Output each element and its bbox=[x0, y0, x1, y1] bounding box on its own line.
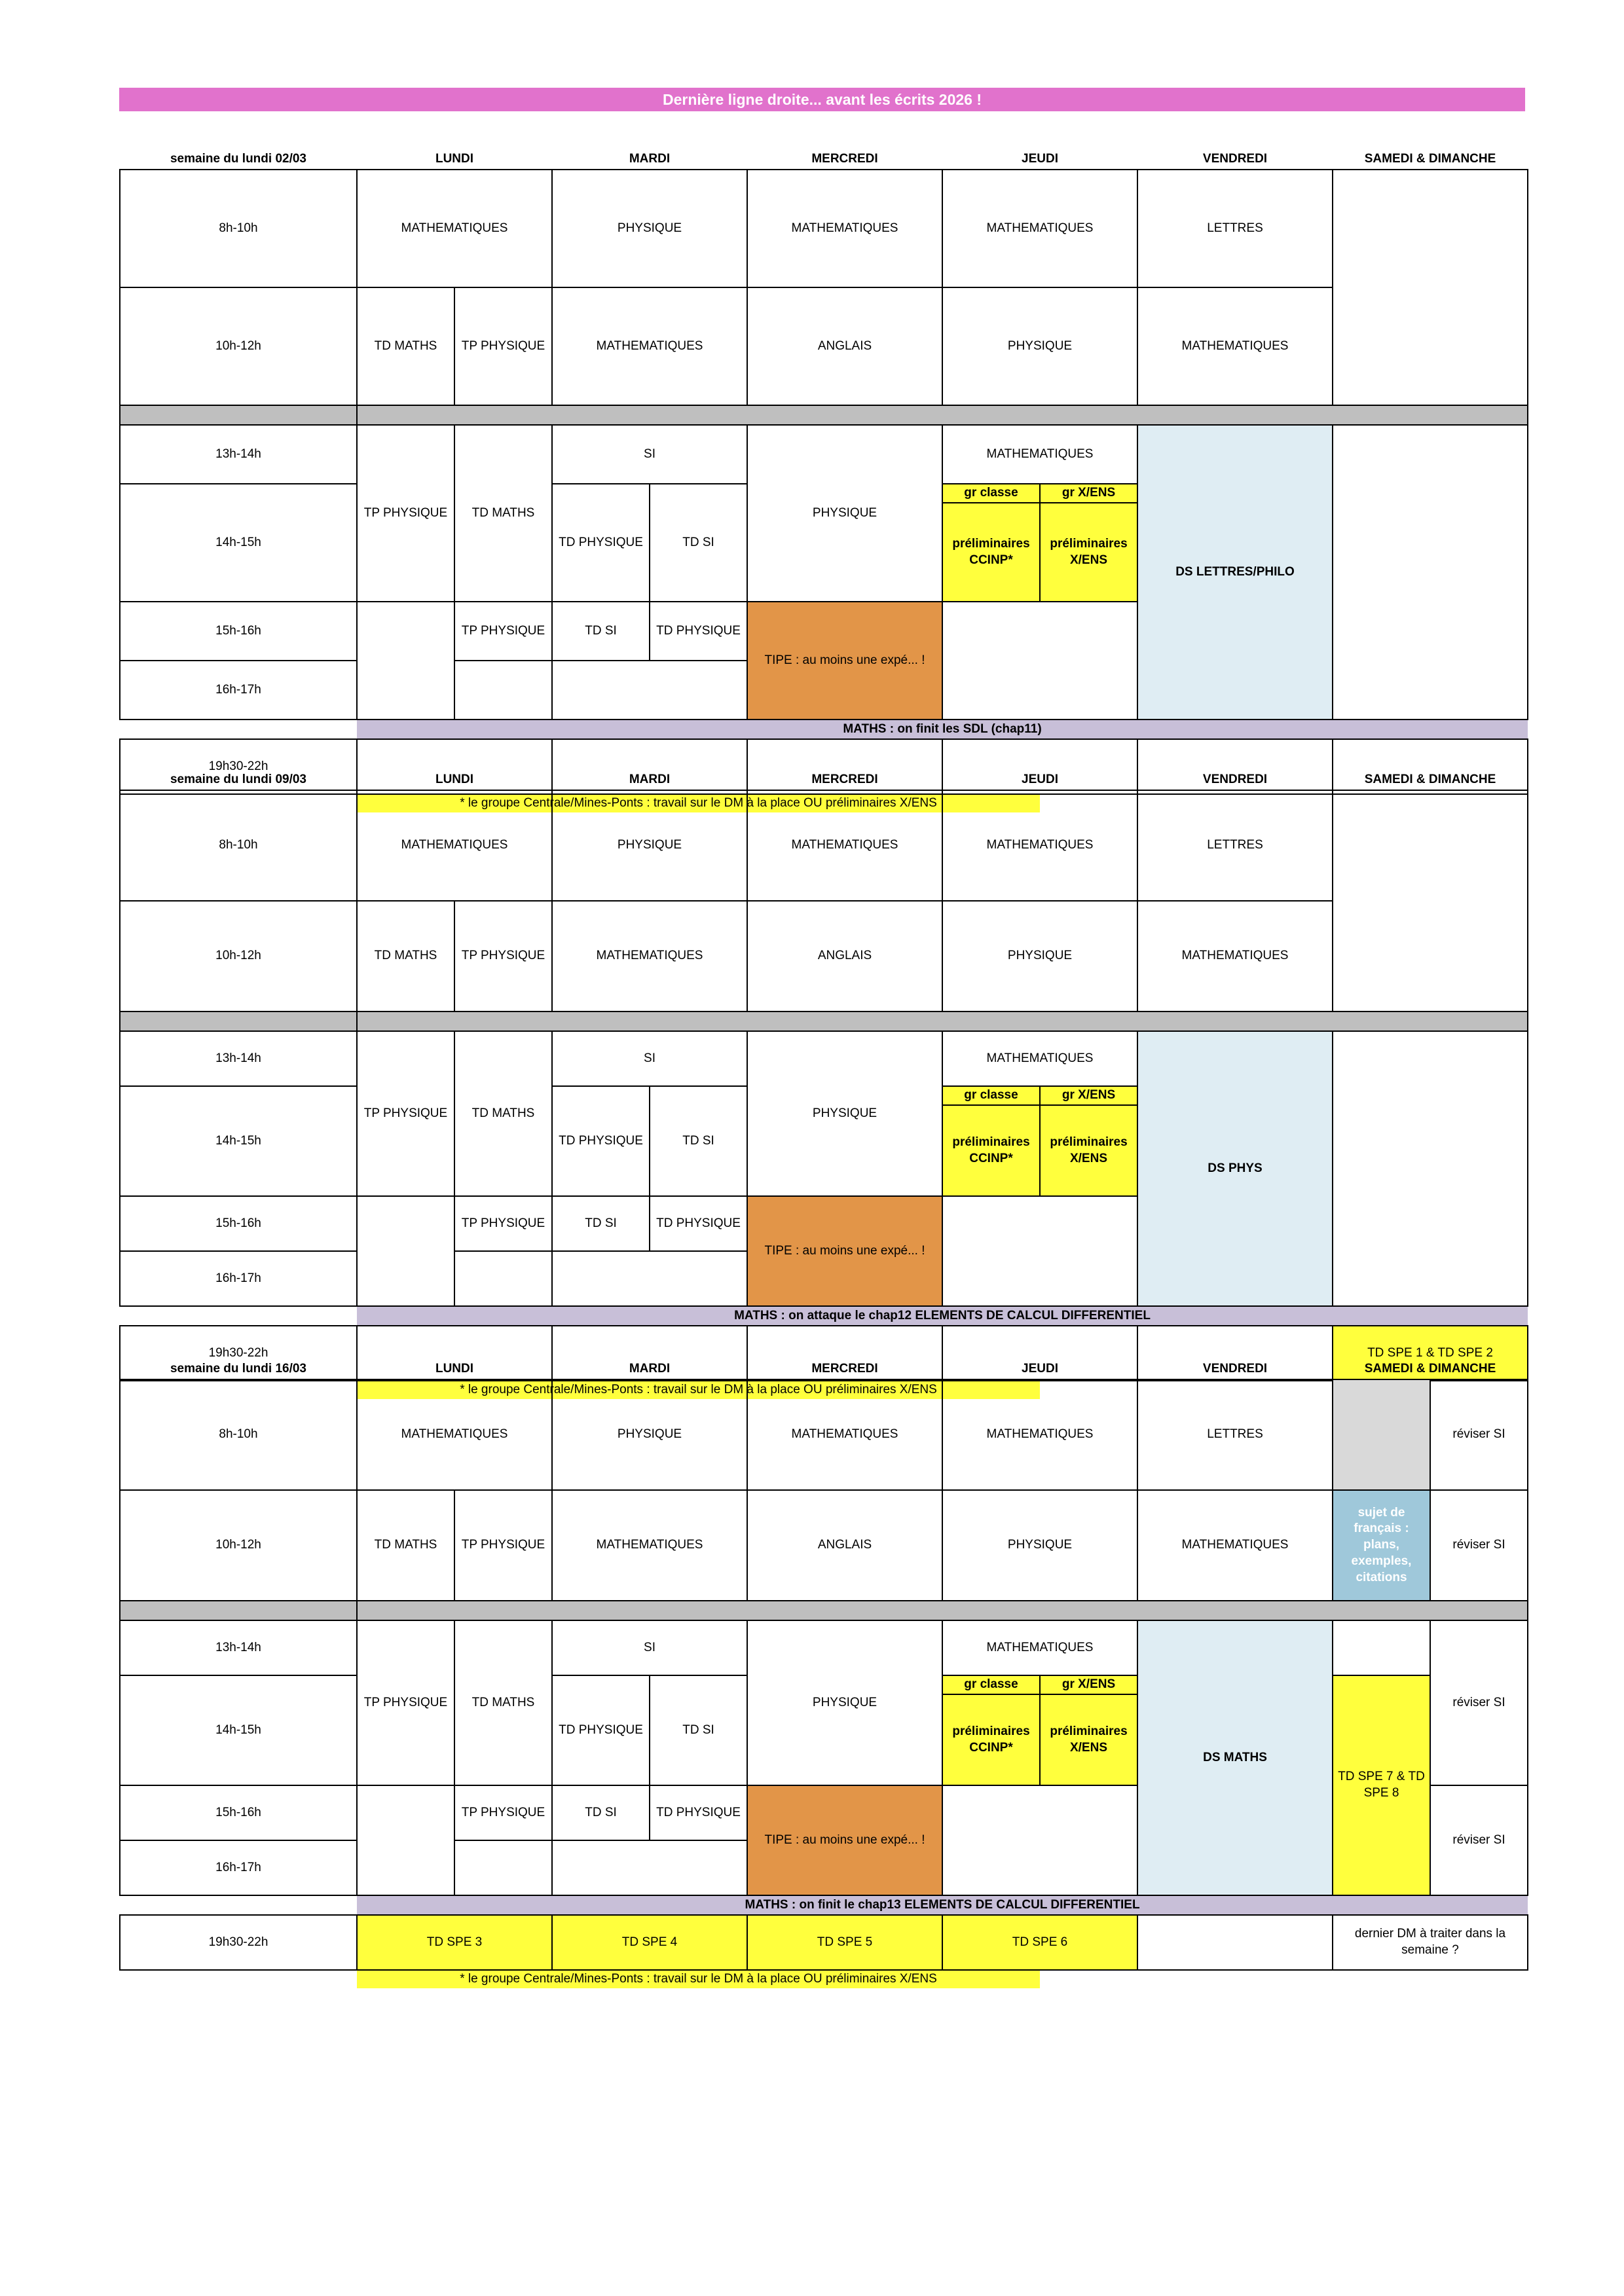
weekend-reviser-cell: réviser SI bbox=[1430, 1620, 1528, 1785]
weekend-reviser-cell: réviser SI bbox=[1430, 1785, 1528, 1895]
empty-cell bbox=[552, 1840, 747, 1895]
course-cell: MATHEMATIQUES bbox=[747, 1379, 942, 1490]
course-cell: TP PHYSIQUE bbox=[454, 1490, 552, 1601]
prelim-xens: préliminaires X/ENS bbox=[1040, 1105, 1137, 1195]
weekend-reviser-cell: réviser SI bbox=[1430, 1379, 1528, 1490]
course-cell: MATHEMATIQUES bbox=[1137, 287, 1333, 405]
course-cell: ANGLAIS bbox=[747, 901, 942, 1011]
course-cell: TD PHYSIQUE bbox=[650, 602, 747, 661]
course-cell: MATHEMATIQUES bbox=[357, 1379, 552, 1490]
week-label: semaine du lundi 09/03 bbox=[170, 772, 307, 786]
day-header-tuesday: MARDI bbox=[629, 151, 671, 166]
empty-cell bbox=[454, 1840, 552, 1895]
empty-cell bbox=[357, 602, 454, 720]
course-cell: TP PHYSIQUE bbox=[454, 1196, 552, 1251]
day-header-wednesday: MERCREDI bbox=[811, 1361, 878, 1376]
course-cell: TP PHYSIQUE bbox=[357, 1031, 454, 1196]
day-header-weekend: SAMEDI & DIMANCHE bbox=[1364, 1361, 1496, 1376]
prelim-block bbox=[942, 484, 1137, 602]
time-slot: 19h30-22h bbox=[120, 1326, 357, 1381]
prelim-ccinp: préliminaires CCINP* bbox=[943, 1105, 1040, 1195]
weekend-empty bbox=[1333, 1620, 1430, 1675]
weekend-empty bbox=[1333, 425, 1528, 720]
day-header-friday: VENDREDI bbox=[1202, 151, 1268, 166]
course-cell: TP PHYSIQUE bbox=[454, 1785, 552, 1840]
evening-cell bbox=[1137, 1915, 1333, 1970]
course-cell: TD PHYSIQUE bbox=[552, 1086, 650, 1196]
course-cell: TD MATHS bbox=[357, 901, 454, 1011]
time-slot: 19h30-22h bbox=[120, 1915, 357, 1970]
tipe-cell: TIPE : au moins une expé... ! bbox=[747, 1196, 942, 1306]
course-cell: ANGLAIS bbox=[747, 287, 942, 405]
day-header-wednesday: MERCREDI bbox=[811, 772, 878, 786]
week-label: semaine du lundi 16/03 bbox=[170, 1361, 307, 1376]
empty-cell bbox=[942, 602, 1137, 720]
day-header-friday: VENDREDI bbox=[1202, 1361, 1268, 1376]
group-classe-label: gr classe bbox=[943, 1676, 1040, 1694]
weekend-francais-cell: sujet de français : plans, exemples, citations bbox=[1333, 1490, 1430, 1601]
course-cell: MATHEMATIQUES bbox=[552, 287, 747, 405]
course-cell: MATHEMATIQUES bbox=[942, 425, 1137, 484]
course-cell: MATHEMATIQUES bbox=[942, 790, 1137, 901]
prelim-ccinp: préliminaires CCINP* bbox=[943, 503, 1040, 601]
course-cell: MATHEMATIQUES bbox=[942, 1620, 1137, 1675]
prelim-block bbox=[942, 1675, 1137, 1785]
course-cell: TD SI bbox=[650, 484, 747, 602]
group-xens-label: gr X/ENS bbox=[1040, 484, 1137, 503]
course-cell: MATHEMATIQUES bbox=[747, 170, 942, 287]
ds-cell: DS PHYS bbox=[1137, 1031, 1333, 1306]
maths-progress-note: MATHS : on attaque le chap12 ELEMENTS DE CALCUL DIFFERENTIEL bbox=[357, 1306, 1528, 1326]
course-cell: MATHEMATIQUES bbox=[357, 790, 552, 901]
day-header-friday: VENDREDI bbox=[1202, 772, 1268, 786]
ds-cell: DS LETTRES/PHILO bbox=[1137, 425, 1333, 720]
weekend-evening-cell: TD SPE 1 & TD SPE 2 bbox=[1333, 1326, 1528, 1381]
day-header-wednesday: MERCREDI bbox=[811, 151, 878, 166]
course-cell: PHYSIQUE bbox=[747, 1031, 942, 1196]
week-1-schedule bbox=[119, 149, 1525, 812]
prelim-block bbox=[942, 1086, 1137, 1196]
day-header-weekend: SAMEDI & DIMANCHE bbox=[1364, 772, 1496, 786]
course-cell: TD MATHS bbox=[454, 425, 552, 602]
course-cell: MATHEMATIQUES bbox=[942, 1379, 1137, 1490]
week-3-schedule bbox=[119, 1359, 1525, 1988]
weekend-empty bbox=[1333, 790, 1528, 1011]
course-cell: LETTRES bbox=[1137, 790, 1333, 901]
course-cell: ANGLAIS bbox=[747, 1490, 942, 1601]
course-cell: TD MATHS bbox=[454, 1031, 552, 1196]
empty-cell bbox=[357, 1785, 454, 1895]
course-cell: TD MATHS bbox=[357, 287, 454, 405]
day-header-thursday: JEUDI bbox=[1022, 772, 1058, 786]
time-slot: 19h30-22h bbox=[120, 739, 357, 794]
course-cell: LETTRES bbox=[1137, 1379, 1333, 1490]
time-slot: 15h-16h bbox=[120, 1196, 357, 1251]
course-cell: PHYSIQUE bbox=[942, 1490, 1137, 1601]
prelim-ccinp: préliminaires CCINP* bbox=[943, 1694, 1040, 1785]
empty-cell bbox=[454, 661, 552, 720]
course-cell: MATHEMATIQUES bbox=[747, 790, 942, 901]
maths-progress-note: MATHS : on finit le chap13 ELEMENTS DE CALCUL DIFFERENTIEL bbox=[357, 1895, 1528, 1915]
course-cell: TD SI bbox=[552, 1196, 650, 1251]
course-cell: MATHEMATIQUES bbox=[552, 901, 747, 1011]
empty-cell bbox=[552, 661, 747, 720]
course-cell: MATHEMATIQUES bbox=[1137, 901, 1333, 1011]
lunch-break bbox=[357, 405, 1528, 425]
time-slot: 16h-17h bbox=[120, 661, 357, 720]
weekend-empty bbox=[1333, 1031, 1528, 1306]
course-cell: TD SI bbox=[650, 1086, 747, 1196]
evening-td-spe: TD SPE 4 bbox=[552, 1915, 747, 1970]
course-cell: TD PHYSIQUE bbox=[552, 484, 650, 602]
course-cell: MATHEMATIQUES bbox=[942, 170, 1137, 287]
tipe-cell: TIPE : au moins une expé... ! bbox=[747, 602, 942, 720]
day-header-thursday: JEUDI bbox=[1022, 1361, 1058, 1376]
time-slot: 14h-15h bbox=[120, 1086, 357, 1196]
course-cell: PHYSIQUE bbox=[942, 901, 1137, 1011]
footnote: * le groupe Centrale/Mines-Ponts : travail sur le DM à la place OU préliminaires X/ENS bbox=[357, 794, 1040, 812]
course-cell: TP PHYSIQUE bbox=[357, 1620, 454, 1785]
day-header-tuesday: MARDI bbox=[629, 1361, 671, 1376]
page-title: Dernière ligne droite... avant les écrits 2026 ! bbox=[119, 88, 1525, 111]
course-cell: TD SI bbox=[650, 1675, 747, 1785]
lunch-break bbox=[120, 1601, 357, 1620]
footnote: * le groupe Centrale/Mines-Ponts : travail sur le DM à la place OU préliminaires X/ENS bbox=[357, 1381, 1040, 1399]
lunch-break bbox=[120, 1011, 357, 1031]
ds-cell: DS MATHS bbox=[1137, 1620, 1333, 1895]
prelim-xens: préliminaires X/ENS bbox=[1040, 1694, 1137, 1785]
course-cell: SI bbox=[552, 425, 747, 484]
course-cell: TD PHYSIQUE bbox=[650, 1196, 747, 1251]
day-header-thursday: JEUDI bbox=[1022, 151, 1058, 166]
day-header-monday: LUNDI bbox=[435, 151, 474, 166]
time-slot: 10h-12h bbox=[120, 287, 357, 405]
course-cell: MATHEMATIQUES bbox=[357, 170, 552, 287]
lunch-break bbox=[357, 1601, 1528, 1620]
time-slot: 10h-12h bbox=[120, 901, 357, 1011]
time-slot: 13h-14h bbox=[120, 425, 357, 484]
prelim-xens: préliminaires X/ENS bbox=[1040, 503, 1137, 601]
evening-td-spe: TD SPE 5 bbox=[747, 1915, 942, 1970]
course-cell: MATHEMATIQUES bbox=[942, 1031, 1137, 1086]
week-2-schedule bbox=[119, 770, 1525, 1399]
time-slot: 10h-12h bbox=[120, 1490, 357, 1601]
time-slot: 14h-15h bbox=[120, 484, 357, 602]
time-slot: 16h-17h bbox=[120, 1840, 357, 1895]
empty-cell bbox=[552, 1251, 747, 1306]
time-slot: 8h-10h bbox=[120, 170, 357, 287]
group-classe-label: gr classe bbox=[943, 484, 1040, 503]
day-header-monday: LUNDI bbox=[435, 1361, 474, 1376]
course-cell: MATHEMATIQUES bbox=[1137, 1490, 1333, 1601]
day-header-tuesday: MARDI bbox=[629, 772, 671, 786]
course-cell: TD PHYSIQUE bbox=[552, 1675, 650, 1785]
group-classe-label: gr classe bbox=[943, 1087, 1040, 1105]
course-cell: PHYSIQUE bbox=[942, 287, 1137, 405]
course-cell: TD PHYSIQUE bbox=[650, 1785, 747, 1840]
tipe-cell: TIPE : au moins une expé... ! bbox=[747, 1785, 942, 1895]
weekend-empty bbox=[1333, 170, 1528, 405]
course-cell: SI bbox=[552, 1031, 747, 1086]
time-slot: 14h-15h bbox=[120, 1675, 357, 1785]
weekend-reviser-cell: réviser SI bbox=[1430, 1490, 1528, 1601]
empty-cell bbox=[942, 1785, 1137, 1895]
maths-progress-note: MATHS : on finit les SDL (chap11) bbox=[357, 720, 1528, 739]
empty-cell bbox=[942, 1196, 1137, 1306]
course-cell: PHYSIQUE bbox=[552, 790, 747, 901]
course-cell: LETTRES bbox=[1137, 170, 1333, 287]
course-cell: TP PHYSIQUE bbox=[454, 287, 552, 405]
course-cell: TD MATHS bbox=[357, 1490, 454, 1601]
course-cell: TD SI bbox=[552, 602, 650, 661]
time-slot: 13h-14h bbox=[120, 1620, 357, 1675]
course-cell: PHYSIQUE bbox=[552, 1379, 747, 1490]
lunch-break bbox=[120, 405, 357, 425]
course-cell: TD MATHS bbox=[454, 1620, 552, 1785]
course-cell: PHYSIQUE bbox=[747, 425, 942, 602]
course-cell: SI bbox=[552, 1620, 747, 1675]
time-slot: 13h-14h bbox=[120, 1031, 357, 1086]
time-slot: 16h-17h bbox=[120, 1251, 357, 1306]
course-cell: TD SI bbox=[552, 1785, 650, 1840]
week-label: semaine du lundi 02/03 bbox=[170, 151, 307, 166]
time-slot: 8h-10h bbox=[120, 1379, 357, 1490]
course-cell: MATHEMATIQUES bbox=[552, 1490, 747, 1601]
evening-td-spe: TD SPE 6 bbox=[942, 1915, 1137, 1970]
course-cell: PHYSIQUE bbox=[747, 1620, 942, 1785]
footnote: * le groupe Centrale/Mines-Ponts : travail sur le DM à la place OU préliminaires X/ENS bbox=[357, 1970, 1040, 1988]
time-slot: 15h-16h bbox=[120, 602, 357, 661]
weekend-td-spe-cell: TD SPE 7 & TD SPE 8 bbox=[1333, 1675, 1430, 1895]
time-slot: 8h-10h bbox=[120, 790, 357, 901]
course-cell: PHYSIQUE bbox=[552, 170, 747, 287]
day-header-weekend: SAMEDI & DIMANCHE bbox=[1364, 151, 1496, 166]
course-cell: TP PHYSIQUE bbox=[454, 602, 552, 661]
weekend-dm-cell: dernier DM à traiter dans la semaine ? bbox=[1333, 1915, 1528, 1970]
evening-td-spe: TD SPE 3 bbox=[357, 1915, 552, 1970]
time-slot: 15h-16h bbox=[120, 1785, 357, 1840]
day-header-monday: LUNDI bbox=[435, 772, 474, 786]
group-xens-label: gr X/ENS bbox=[1040, 1676, 1137, 1694]
course-cell: TP PHYSIQUE bbox=[357, 425, 454, 602]
group-xens-label: gr X/ENS bbox=[1040, 1087, 1137, 1105]
weekend-grey-cell bbox=[1333, 1379, 1430, 1490]
lunch-break bbox=[357, 1011, 1528, 1031]
course-cell: TP PHYSIQUE bbox=[454, 901, 552, 1011]
empty-cell bbox=[357, 1196, 454, 1306]
empty-cell bbox=[454, 1251, 552, 1306]
